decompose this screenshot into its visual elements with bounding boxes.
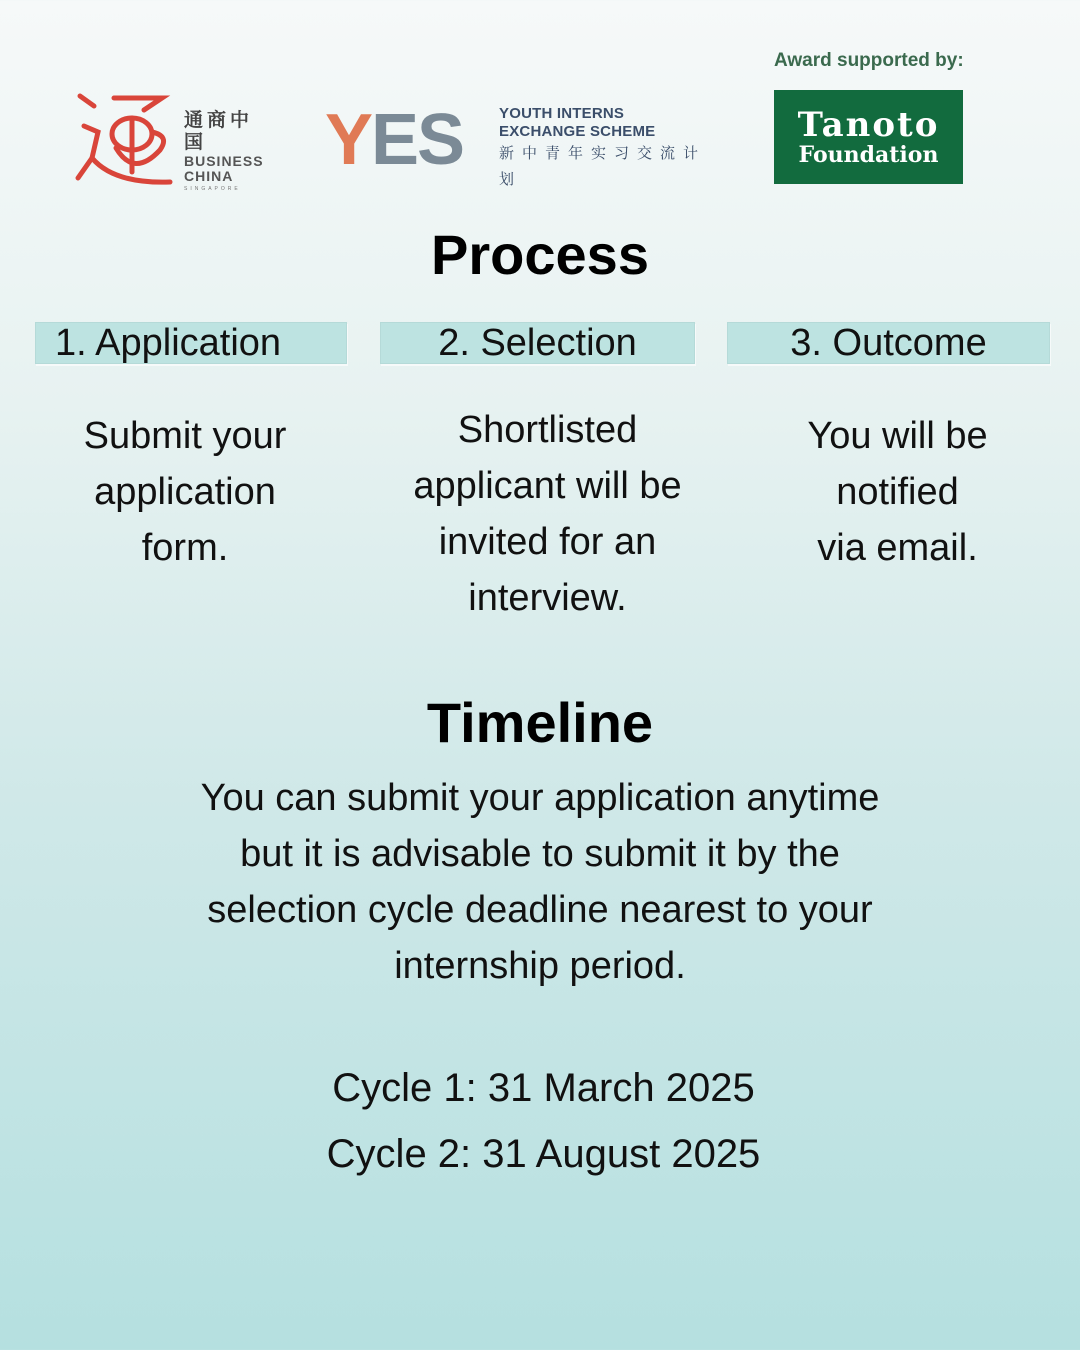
step-tab-application: 1. Application	[35, 322, 347, 364]
description-line: Shortlisted	[457, 409, 638, 451]
business-china-en-small: SINGAPORE	[184, 186, 241, 192]
yes-scheme-text	[499, 105, 725, 193]
yes-letter-y: Y	[325, 100, 372, 180]
yes-wordmark	[325, 100, 463, 180]
description-line: You will be	[807, 415, 988, 457]
tanoto-line1: Tanoto	[797, 105, 940, 145]
description-line: application	[94, 471, 276, 513]
timeline-line: internship period.	[394, 945, 686, 987]
business-china-wordmark	[184, 110, 274, 194]
step-tab-outcome: 3. Outcome	[727, 322, 1050, 364]
description-line: form.	[141, 527, 229, 569]
business-china-logo	[74, 88, 274, 192]
description-line: invited for an	[438, 521, 657, 563]
description-line: interview.	[468, 577, 627, 619]
step-description-application	[35, 408, 335, 576]
yes-logo	[325, 100, 725, 188]
business-china-mark-icon	[74, 88, 174, 188]
timeline-line: selection cycle deadline nearest to your	[207, 889, 873, 931]
tanoto-line2: Foundation	[798, 142, 939, 168]
description-line: Submit your	[83, 415, 287, 457]
cycle-2-deadline: Cycle 2: 31 August 2025	[326, 1132, 761, 1176]
business-china-cn-text: 通商中国	[184, 110, 254, 153]
timeline-line: but it is advisable to submit it by the	[240, 833, 840, 875]
description-line: applicant will be	[413, 465, 682, 507]
yes-cn-line: 新中青年实习交流计划	[499, 145, 707, 188]
yes-letters-es: ES	[371, 100, 464, 180]
yes-line2: EXCHANGE SCHEME	[499, 123, 656, 140]
timeline-title: Timeline	[426, 691, 654, 754]
timeline-line: You can submit your application anytime	[200, 777, 880, 819]
timeline-body	[120, 770, 960, 994]
description-line: via email.	[817, 527, 978, 569]
process-title: Process	[431, 223, 649, 286]
step-description-outcome	[740, 408, 1055, 576]
tanoto-foundation-logo	[774, 90, 963, 184]
business-china-en-line1: BUSINESS	[184, 153, 264, 169]
business-china-en-line2: CHINA	[184, 168, 234, 184]
step-tab-selection: 2. Selection	[380, 322, 695, 364]
award-label: Award supported by:	[774, 50, 964, 71]
step-description-selection	[380, 402, 715, 626]
description-line: notified	[836, 471, 959, 513]
yes-line1: YOUTH INTERNS	[499, 105, 625, 122]
cycle-1-deadline: Cycle 1: 31 March 2025	[332, 1066, 755, 1110]
